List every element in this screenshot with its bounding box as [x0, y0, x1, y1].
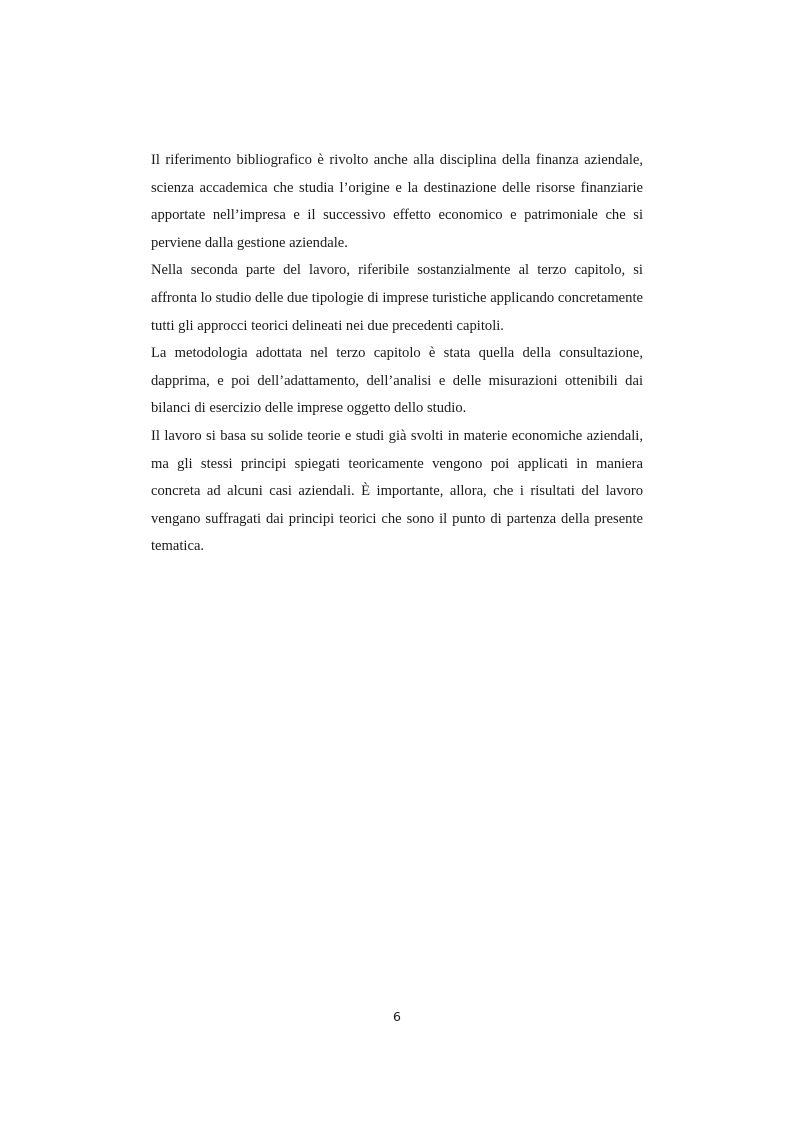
paragraph-3: La metodologia adottata nel terzo capitolo è stata quella della consultazione, dapprima, e poi dell’adattamento, dell’analisi e delle misurazioni ottenibili dai bilanci di esercizio delle imprese oggetto dello studio. — [151, 345, 643, 417]
paragraph-2: Nella seconda parte del lavoro, riferibile sostanzialmente al terzo capitolo, si affronta lo studio delle due tipologie di imprese turistiche applicando concretamente tutti gli approcci teorici delineati nei due precedenti capitoli. — [151, 262, 643, 334]
paragraph-4: Il lavoro si basa su solide teorie e studi già svolti in materie economiche aziendali, ma gli stessi principi spiegati teoricamente vengono poi applicati in maniera concreta ad alcuni casi aziendali. È importante, allora, che i risultati del lavoro vengano suffragati dai principi teorici che sono il punto di partenza della presente tematica. — [151, 427, 643, 555]
page-number: 6 — [393, 1009, 401, 1024]
paragraph-1: Il riferimento bibliografico è rivolto anche alla disciplina della finanza aziendale, scienza accademica che studia l’origine e la destinazione delle risorse finanziarie apportate nell’impresa e il successivo effetto economico e patrimoniale che si perviene dalla gestione aziendale. — [151, 152, 643, 251]
body-text — [151, 147, 643, 561]
